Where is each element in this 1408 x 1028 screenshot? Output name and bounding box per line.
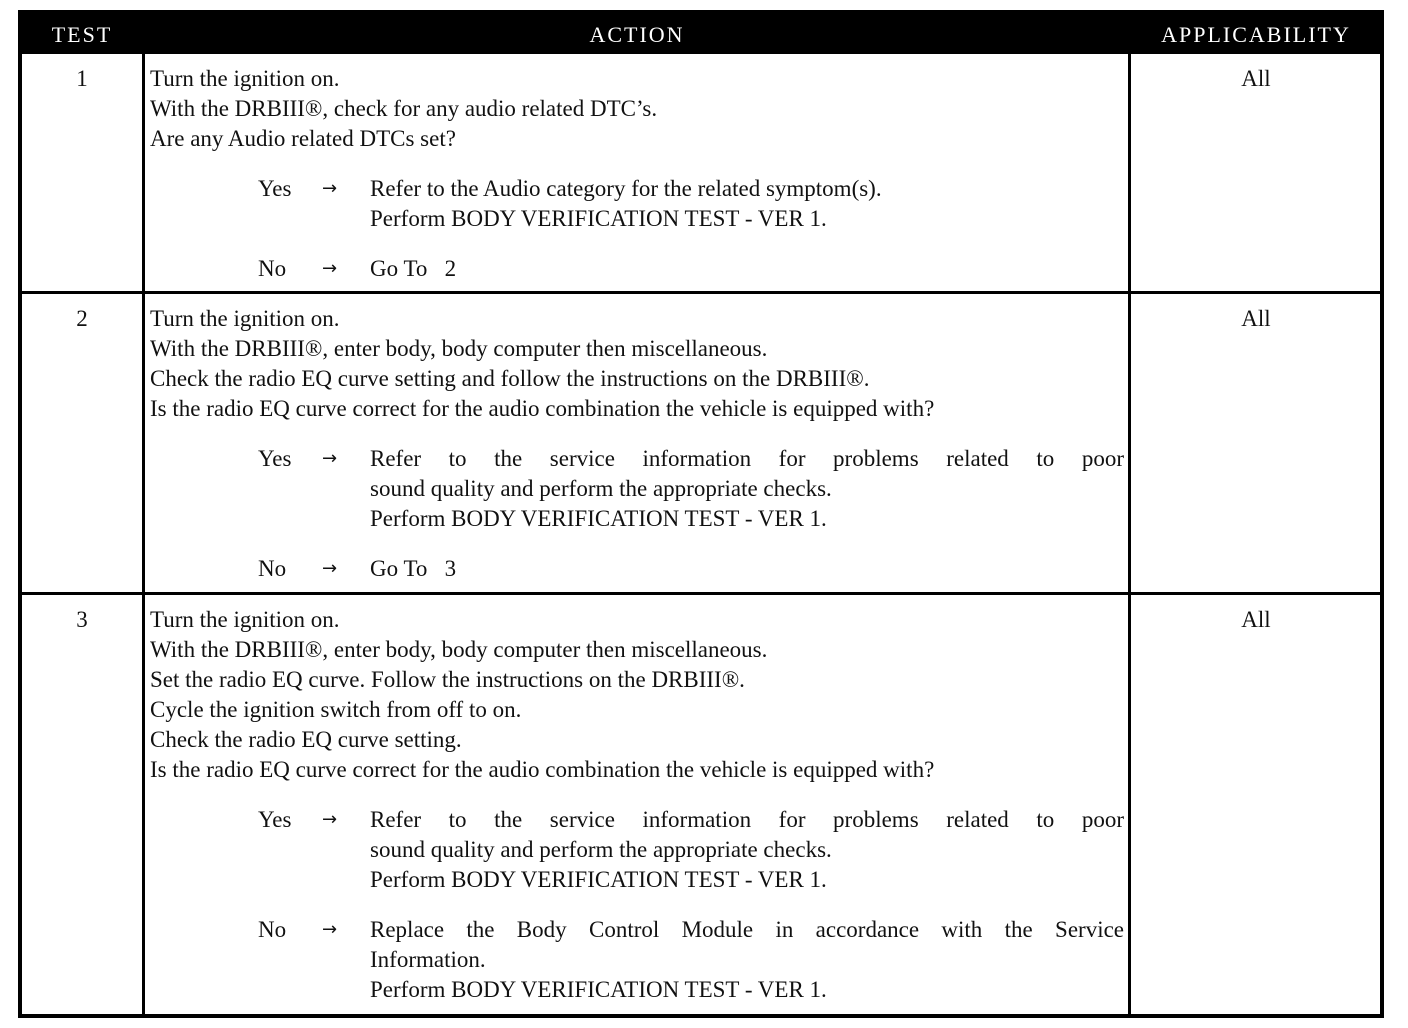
no-label: No [258, 917, 287, 942]
outcome-line: sound quality and perform the appropriate checks. [370, 837, 832, 862]
step-text: With the DRBIII®, enter body, body computer then miscellaneous. [150, 637, 768, 662]
no-outcome [258, 915, 1124, 1005]
step-text: Set the radio EQ curve. Follow the instructions on the DRBIII®. [150, 667, 745, 692]
outcome-description [370, 444, 1124, 534]
step-text: Turn the ignition on. [150, 607, 340, 632]
no-outcome [258, 554, 1124, 584]
right-arrow-icon: → [322, 448, 338, 469]
applicability-value: All [1241, 66, 1271, 91]
table-row [22, 294, 1380, 592]
yes-label: Yes [258, 446, 292, 471]
outcome-line: Perform BODY VERIFICATION TEST - VER 1. [370, 867, 827, 892]
step-text: Check the radio EQ curve setting and follow the instructions on the DRBIII®. [150, 366, 870, 391]
right-arrow-icon: → [322, 809, 338, 830]
action-cell [150, 64, 1124, 284]
goto-link[interactable]: Go To 2 [370, 256, 457, 281]
outcome-line: Refer to the service information for problems related to poor [370, 446, 1124, 471]
outcome-line: Replace the Body Control Module in accordance with the Service [370, 917, 1124, 942]
outcome-line: Perform BODY VERIFICATION TEST - VER 1. [370, 506, 827, 531]
diagnostic-test-table [18, 10, 1384, 1018]
outcome-line: Refer to the service information for problems related to poor [370, 807, 1124, 832]
test-number: 2 [76, 306, 88, 331]
outcome-line: Perform BODY VERIFICATION TEST - VER 1. [370, 206, 827, 231]
outcome-line: Perform BODY VERIFICATION TEST - VER 1. [370, 977, 827, 1002]
yes-outcome [258, 444, 1124, 534]
outcome-description [370, 254, 1124, 284]
outcome-description [370, 915, 1124, 1005]
table-row [22, 595, 1380, 1014]
outcome-line: Information. [370, 947, 486, 972]
step-text: Is the radio EQ curve correct for the audio combination the vehicle is equipped with? [150, 757, 935, 782]
step-text: Turn the ignition on. [150, 66, 340, 91]
step-text: Turn the ignition on. [150, 306, 340, 331]
header-test: TEST [51, 22, 113, 47]
outcome-description [370, 554, 1124, 584]
right-arrow-icon: → [322, 258, 338, 279]
goto-link[interactable]: Go To 3 [370, 556, 457, 581]
test-number: 3 [76, 607, 88, 632]
test-number: 1 [76, 66, 88, 91]
outcome-description [370, 805, 1124, 895]
step-text: Cycle the ignition switch from off to on. [150, 697, 522, 722]
step-text: Are any Audio related DTCs set? [150, 126, 456, 151]
no-outcome [258, 254, 1124, 284]
step-text: Is the radio EQ curve correct for the audio combination the vehicle is equipped with? [150, 396, 935, 421]
no-label: No [258, 556, 287, 581]
yes-outcome [258, 174, 1124, 234]
right-arrow-icon: → [322, 558, 338, 579]
right-arrow-icon: → [322, 919, 338, 940]
yes-outcome [258, 805, 1124, 895]
action-cell [150, 304, 1124, 584]
step-text: Check the radio EQ curve setting. [150, 727, 462, 752]
step-text: With the DRBIII®, enter body, body computer then miscellaneous. [150, 336, 768, 361]
header-action: ACTION [589, 22, 685, 47]
yes-label: Yes [258, 807, 292, 832]
no-label: No [258, 256, 287, 281]
right-arrow-icon: → [322, 178, 338, 199]
step-text: With the DRBIII®, check for any audio related DTC’s. [150, 96, 658, 121]
table-row [22, 54, 1380, 291]
outcome-description [370, 174, 1124, 234]
header-applicability: APPLICABILITY [1161, 22, 1351, 47]
table-header-row [22, 14, 1380, 54]
yes-label: Yes [258, 176, 292, 201]
outcome-line: Refer to the Audio category for the related symptom(s). [370, 176, 882, 201]
applicability-value: All [1241, 607, 1271, 632]
applicability-value: All [1241, 306, 1271, 331]
outcome-line: sound quality and perform the appropriate checks. [370, 476, 832, 501]
action-cell [150, 605, 1124, 1005]
